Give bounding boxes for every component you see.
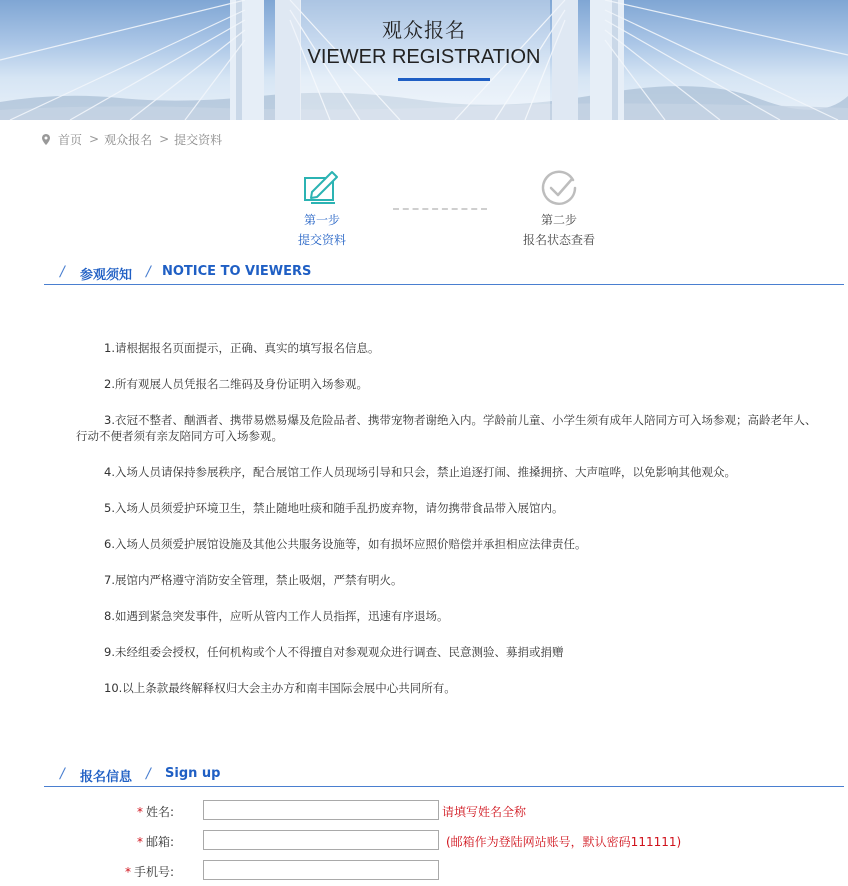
name-input[interactable] [203,800,439,820]
check-circle-icon [539,168,579,208]
notice-item: 8.如遇到紧急突发事件，应听从管内工作人员指挥，迅速有序退场。 [104,609,449,623]
notice-list [76,340,818,696]
page-subtitle: VIEWER REGISTRATION [307,46,541,68]
section-slash: / [60,264,65,280]
breadcrumb-viewer-registration[interactable]: 观众报名 [104,132,153,147]
notice-section-header [44,262,844,285]
required-mark: * [136,805,143,819]
form-row-email [0,830,848,852]
notice-item: 6.入场人员须爱护展馆设施及其他公共服务设施等，如有损坏应照价赔偿并承担相应法律责任。 [104,537,587,551]
section-slash: / [60,766,65,782]
notice-item: 7.展馆内严格遵守消防安全管理，禁止吸烟，严禁有明火。 [104,573,403,587]
notice-item: 4.入场人员请保持参展秩序，配合展馆工作人员现场引导和只会，禁止追逐打闹、推搡拥挤、大声喧哗，以免影响其他观众。 [104,465,736,479]
phone-label: 手机号: [133,865,174,879]
notice-section-title-en: NOTICE TO VIEWERS [162,264,312,279]
notice-item: 3.衣冠不整者、酗酒者、携带易燃易爆及危险品者、携带宠物者谢绝入内。学龄前儿童、小学生须有成年人陪同方可入场参观；高龄老年人、行动不便者须有亲友陪同方可入场参观。 [76,413,817,443]
notice-item: 5.入场人员须爱护环境卫生，禁止随地吐痰和随手乱扔废弃物，请勿携带食品带入展馆内。 [104,501,564,515]
email-input[interactable] [203,830,439,850]
notice-item: 1.请根据报名页面提示，正确、真实的填写报名信息。 [104,341,380,355]
breadcrumb [42,131,222,147]
page-title: 观众报名 [382,18,466,42]
breadcrumb-separator: > [89,132,100,146]
edit-form-icon [302,168,342,208]
section-slash: / [146,264,151,280]
step-2-label: 报名状态查看 [522,233,595,247]
section-slash: / [146,766,151,782]
email-hint: (邮箱作为登陆网站账号，默认密码111111) [446,835,682,849]
email-label: 邮箱: [145,835,174,849]
notice-section-title-cn: 参观须知 [80,268,133,283]
notice-item: 10.以上条款最终解释权归大会主办方和南丰国际会展中心共同所有。 [104,681,456,695]
location-pin-icon [42,134,50,145]
step-1-number: 第一步 [303,213,340,227]
step-2-number: 第二步 [540,213,577,227]
name-hint: 请填写姓名全称 [442,805,527,819]
form-row-phone [0,860,848,882]
step-status [515,168,603,248]
notice-item: 2.所有观展人员凭报名二维码及身份证明入场参观。 [104,377,368,391]
signup-section-title-cn: 报名信息 [80,770,133,785]
title-underline [398,78,490,81]
step-submit [286,168,358,248]
breadcrumb-separator: > [159,132,170,146]
required-mark: * [124,865,131,879]
required-mark: * [136,835,143,849]
banner [0,0,848,120]
step-connector [393,208,487,210]
breadcrumb-home[interactable]: 首页 [58,132,83,147]
signup-section-title-en: Sign up [165,766,221,781]
form-row-name [0,800,848,822]
name-label: 姓名: [145,805,174,819]
signup-section-header [44,764,844,787]
step-1-label: 提交资料 [297,233,346,247]
phone-input[interactable] [203,860,439,880]
breadcrumb-current: 提交资料 [174,132,223,147]
notice-item: 9.未经组委会授权，任何机构或个人不得擅自对参观观众进行调查、民意测验、募捐或捐赠 [104,645,564,659]
